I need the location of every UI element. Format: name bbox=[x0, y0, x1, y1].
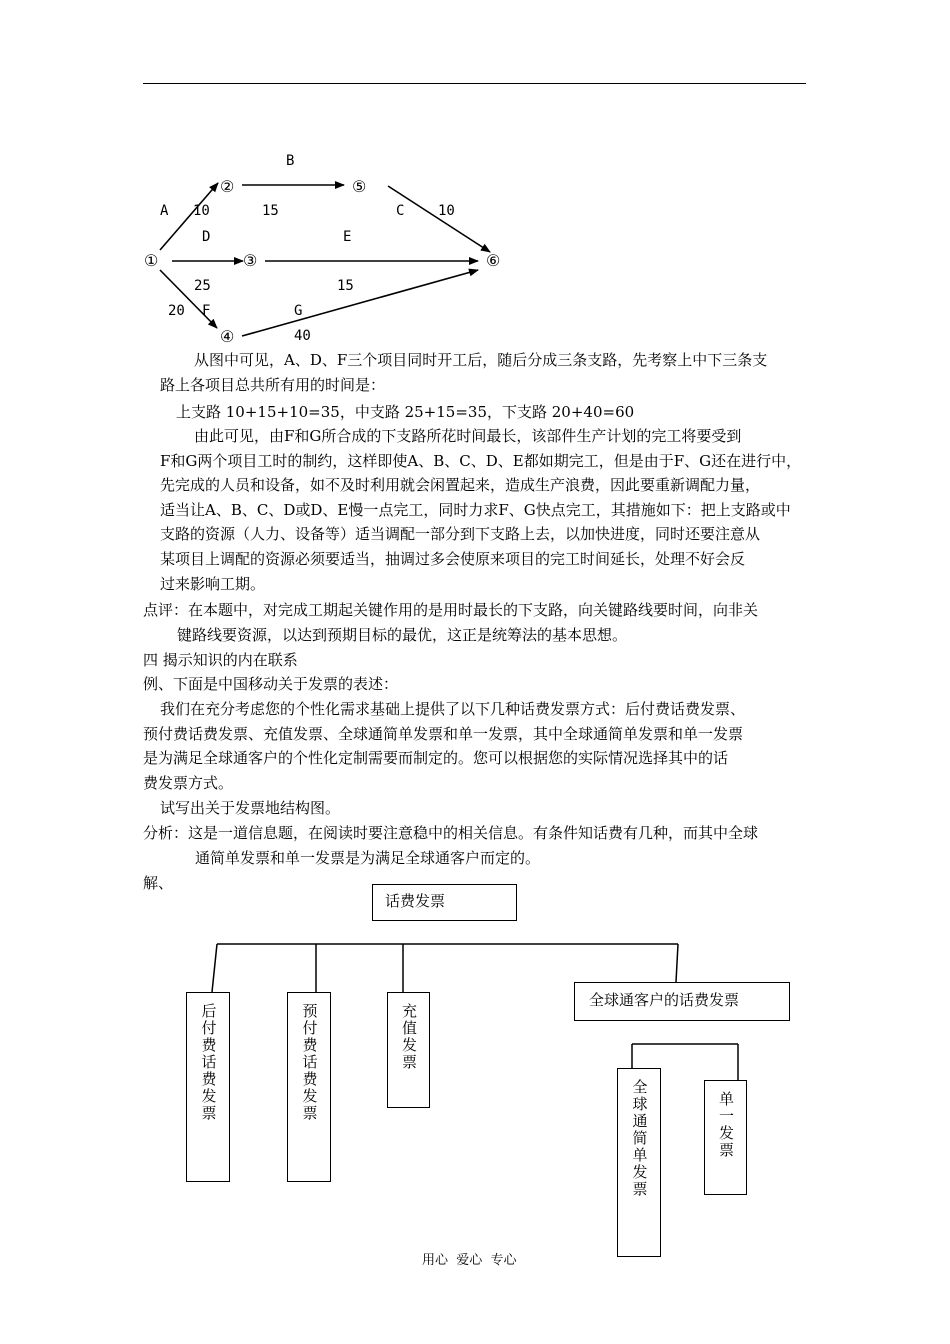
analysis-block bbox=[143, 821, 758, 870]
p3-line: 过来影响工期。 bbox=[160, 574, 266, 593]
label-b-val: 15 bbox=[262, 203, 279, 219]
label-c-val: 10 bbox=[438, 203, 455, 219]
tree-branch-prepaid-label: 预付费话费发票 bbox=[300, 1003, 319, 1122]
p3-line: F和G两个项目工时的制约，这样即使A、B、C、D、E都如期完工，但是由于F、G还在进行中， bbox=[160, 451, 802, 470]
tree-leaf-simple-label: 全球通简单发票 bbox=[630, 1079, 649, 1198]
task-line: 试写出关于发票地结构图。 bbox=[160, 799, 341, 817]
section-heading: 四 揭示知识的内在联系 bbox=[143, 651, 298, 669]
node-1: ① bbox=[144, 251, 159, 270]
tree-root-box bbox=[372, 884, 517, 921]
tree-branch-recharge bbox=[387, 992, 430, 1108]
tree-branch-postpaid bbox=[186, 992, 230, 1182]
paragraph-2: 上支路 10+15+10=35，中支路 25+15=35，下支路 20+40=60 bbox=[176, 403, 635, 421]
label-C: C bbox=[396, 203, 405, 219]
tree-leaf-single bbox=[704, 1080, 747, 1195]
arrow-5-6 bbox=[388, 186, 490, 252]
tree-branch-globalclient bbox=[574, 982, 790, 1021]
solution-label: 解、 bbox=[143, 874, 174, 892]
node-2: ② bbox=[220, 177, 235, 196]
comment-block bbox=[143, 598, 758, 647]
tree-branch-recharge-label: 充值发票 bbox=[400, 1003, 418, 1071]
tree-branch-globalclient-label: 全球通客户的话费发票 bbox=[589, 991, 740, 1009]
tree-leaf-simple bbox=[617, 1068, 661, 1257]
label-E: E bbox=[343, 229, 352, 245]
page-footer: 用心 爱心 专心 bbox=[422, 1253, 517, 1268]
node-3: ③ bbox=[243, 251, 258, 270]
paragraph-1 bbox=[160, 348, 767, 397]
p1-line-2: 路上各项目总共所有用的时间是： bbox=[160, 375, 386, 394]
quote-line: 我们在充分考虑您的个性化需求基础上提供了以下几种话费发票方式：后付费话费发票、 bbox=[160, 700, 746, 718]
p3-line: 某项目上调配的资源必须要适当，抽调过多会使原来项目的完工时间延长，处理不好会反 bbox=[160, 549, 746, 568]
label-f-val: 20 bbox=[168, 303, 185, 319]
label-a-val: 10 bbox=[193, 203, 210, 219]
quote-line: 费发票方式。 bbox=[143, 773, 234, 792]
tree-branch-postpaid-label: 后付费话费发票 bbox=[199, 1003, 218, 1122]
label-A: A bbox=[160, 203, 169, 219]
node-5: ⑤ bbox=[352, 177, 367, 196]
quote-line: 预付费话费发票、充值发票、全球通简单发票和单一发票，其中全球通简单发票和单一发票 bbox=[143, 724, 744, 743]
quote-line: 是为满足全球通客户的个性化定制需要而制定的。您可以根据您的实际情况选择其中的话 bbox=[143, 749, 729, 768]
tree-branch-prepaid bbox=[287, 992, 331, 1182]
p1-line-1: 从图中可见，A、D、F三个项目同时开工后，随后分成三条支路，先考察上中下三条支 bbox=[194, 351, 768, 369]
p3-line: 支路的资源（人力、设备等）适当调配一部分到下支路上去，以加快进度，同时还要注意从 bbox=[160, 525, 761, 544]
label-d-val: 25 bbox=[194, 278, 211, 294]
tree-root-label: 话费发票 bbox=[385, 892, 446, 910]
paragraph-3 bbox=[160, 424, 801, 596]
label-G: G bbox=[294, 303, 303, 319]
node-4: ④ bbox=[220, 327, 235, 346]
example-line: 例、下面是中国移动关于发票的表述： bbox=[143, 675, 399, 693]
analysis-line-1: 分析：这是一道信息题，在阅读时要注意稳中的相关信息。有条件知话费有几种，而其中全球 bbox=[143, 824, 759, 842]
arrow-4-6 bbox=[242, 270, 478, 336]
label-g-val: 40 bbox=[294, 328, 311, 344]
p3-line: 由此可见，由F和G所合成的下支路所花时间最长，该部件生产计划的完工将要受到 bbox=[194, 427, 742, 445]
label-D: D bbox=[202, 229, 211, 245]
comment-line-2: 键路线要资源，以达到预期目标的最优，这正是统筹法的基本思想。 bbox=[177, 625, 628, 644]
label-F: F bbox=[202, 303, 211, 319]
quote-block bbox=[143, 697, 745, 795]
analysis-line-2: 通简单发票和单一发票是为满足全球通客户而定的。 bbox=[195, 848, 541, 867]
p3-line: 适当让A、B、C、D或D、E慢一点完工，同时力求F、G快点完工，其措施如下：把上支路或中 bbox=[160, 500, 791, 519]
p3-line: 先完成的人员和设备，如不及时利用就会闲置起来，造成生产浪费，因此要重新调配力量， bbox=[160, 476, 761, 495]
tree-leaf-single-label: 单一发票 bbox=[717, 1091, 735, 1159]
label-e-val: 15 bbox=[337, 278, 354, 294]
node-6: ⑥ bbox=[486, 251, 501, 270]
label-B: B bbox=[286, 153, 295, 169]
comment-line-1: 点评：在本题中，对完成工期起关键作用的是用时最长的下支路，向关键路线要时间，向非关 bbox=[143, 601, 759, 619]
